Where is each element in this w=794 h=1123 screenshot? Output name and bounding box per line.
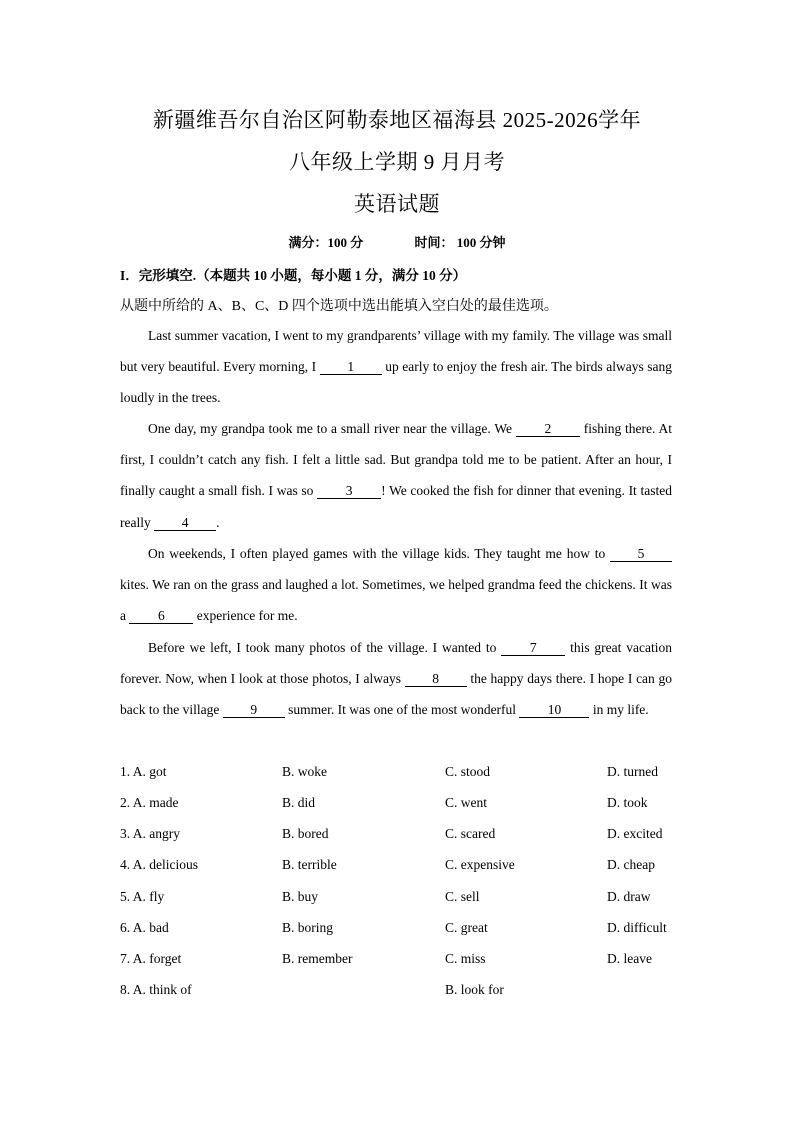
option-c[interactable]: C. miss — [445, 951, 486, 966]
question-options-2 — [120, 795, 680, 815]
option-a[interactable]: 6. A. bad — [120, 920, 169, 935]
exam-title-line3: 英语试题 — [354, 192, 440, 216]
option-d[interactable]: D. turned — [607, 764, 658, 779]
passage-text: fishing there. At first, I couldn’t catch any fish. I felt a little sad. But grandpa told me to be patient. After an hour, I finally caught a small fish. I was so — [120, 421, 672, 499]
section-heading: I．完形填空.（本题共 10 小题，每小题 1 分，满分 10 分） — [120, 268, 467, 283]
option-d[interactable]: D. difficult — [607, 920, 667, 935]
question-options-6 — [120, 920, 680, 940]
option-b[interactable]: B. look for — [445, 982, 504, 997]
option-c[interactable]: C. sell — [445, 889, 480, 904]
option-b[interactable]: B. bored — [282, 826, 329, 841]
option-a[interactable]: 4. A. delicious — [120, 857, 198, 872]
option-c[interactable]: C. went — [445, 795, 487, 810]
passage-text: up early to enjoy the fresh air. The birds always sang loudly in the trees. — [120, 359, 672, 406]
option-a[interactable]: 2. A. made — [120, 795, 179, 810]
passage-text: . — [216, 514, 220, 530]
option-c[interactable]: C. expensive — [445, 857, 515, 872]
option-a[interactable]: 7. A. forget — [120, 951, 182, 966]
passage-text: Last summer vacation, I went to my grandparents’ village with my family. The village was small but very beautiful. Every morning, I — [120, 328, 672, 375]
option-b[interactable]: B. remember — [282, 951, 353, 966]
blank-2: 2 — [516, 421, 580, 437]
total-score: 满分：100 分 — [288, 235, 364, 250]
option-a[interactable]: 8. A. think of — [120, 982, 192, 997]
blank-9: 9 — [223, 702, 285, 718]
option-d[interactable]: D. took — [607, 795, 648, 810]
option-a[interactable]: 5. A. fly — [120, 889, 165, 904]
passage-text: experience for me. — [193, 608, 298, 624]
blank-5: 5 — [610, 546, 672, 562]
passage-text: the happy days there. I hope I can go back to the village — [120, 671, 673, 718]
question-options-5 — [120, 889, 680, 909]
option-b[interactable]: B. boring — [282, 920, 334, 935]
blank-8: 8 — [405, 671, 467, 687]
exam-title-line1: 新疆维吾尔自治区阿勒泰地区福海县 2025-2026学年 — [152, 108, 642, 132]
blank-3: 3 — [317, 483, 381, 499]
passage-text: in my life. — [589, 702, 649, 718]
blank-6: 6 — [129, 608, 193, 624]
passage-paragraph-3 — [120, 538, 672, 632]
option-a[interactable]: 3. A. angry — [120, 826, 180, 841]
option-d[interactable]: D. leave — [607, 951, 652, 966]
passage-text: summer. It was one of the most wonderful — [284, 702, 520, 718]
option-b[interactable]: B. terrible — [282, 857, 337, 872]
option-d[interactable]: D. cheap — [607, 857, 655, 872]
option-b[interactable]: B. woke — [282, 764, 327, 779]
option-d[interactable]: D. draw — [607, 889, 651, 904]
blank-1: 1 — [320, 359, 382, 375]
option-c[interactable]: C. great — [445, 920, 488, 935]
passage-text: ! We cooked the fish for dinner that evening. It tasted really — [120, 483, 672, 530]
option-b[interactable]: B. did — [282, 795, 316, 810]
passage-paragraph-1 — [120, 320, 672, 414]
blank-7: 7 — [501, 640, 565, 656]
passage-text: kites. We ran on the grass and laughed a lot. Sometimes, we helped grandma feed the chickens. It was a — [120, 577, 672, 624]
question-options-3 — [120, 826, 680, 846]
passage-text: Before we left, I took many photos of the village. I wanted to — [148, 640, 502, 655]
question-options-7 — [120, 951, 680, 971]
option-b[interactable]: B. buy — [282, 889, 319, 904]
passage-text: this great vacation forever. Now, when I look at those photos, I always — [120, 640, 672, 687]
passage-text: On weekends, I often played games with the village kids. They taught me how to — [148, 546, 610, 561]
section-instruction: 从题中所给的 A、B、C、D 四个选项中选出能填入空白处的最佳选项。 — [120, 299, 558, 314]
option-c[interactable]: C. stood — [445, 764, 491, 779]
option-c[interactable]: C. scared — [445, 826, 496, 841]
passage-paragraph-4 — [120, 632, 672, 726]
question-options-8 — [120, 982, 680, 1002]
blank-4: 4 — [154, 515, 216, 531]
passage-paragraph-2 — [120, 413, 672, 538]
passage-text: One day, my grandpa took me to a small river near the village. We — [148, 421, 516, 436]
question-options-1 — [120, 764, 680, 784]
exam-time: 时间： 100 分钟 — [414, 235, 506, 250]
option-d[interactable]: D. excited — [607, 826, 663, 841]
exam-meta — [0, 232, 794, 251]
blank-10: 10 — [519, 702, 589, 718]
question-options-4 — [120, 857, 680, 877]
option-a[interactable]: 1. A. got — [120, 764, 167, 779]
exam-title-line2: 八年级上学期 9 月月考 — [289, 150, 505, 174]
